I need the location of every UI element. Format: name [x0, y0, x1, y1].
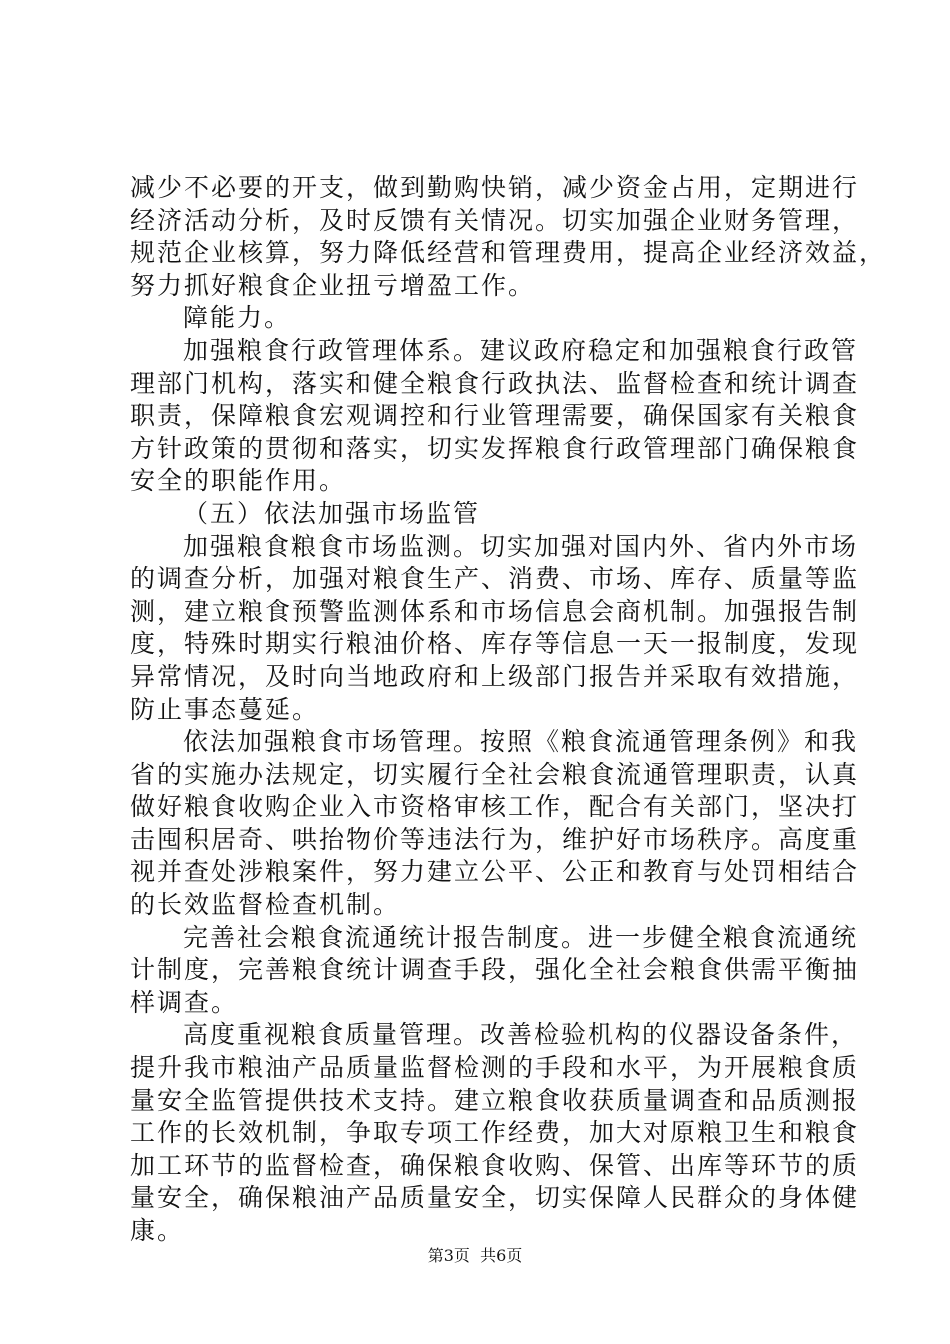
text-line: 依法加强粮食市场管理。按照《粮食流通管理条例》和我: [183, 727, 859, 757]
text-line: 省的实施办法规定，切实履行全社会粮食流通管理职责，认真: [130, 759, 860, 789]
text-line: 做好粮食收购企业入市资格审核工作，配合有关部门，坚决打: [130, 792, 860, 822]
text-line: 理部门机构，落实和健全粮食行政执法、监督检查和统计调查: [130, 368, 860, 398]
page-footer: [0, 1246, 950, 1266]
page-number: 第3页 共6页: [427, 1246, 523, 1265]
text-line: 的调查分析，加强对粮食生产、消费、市场、库存、质量等监: [130, 564, 860, 594]
text-line: 完善社会粮食流通统计报告制度。进一步健全粮食流通统: [183, 922, 859, 952]
text-line: 加工环节的监督检查，确保粮食收购、保管、出库等环节的质: [130, 1150, 860, 1180]
text-line: 安全的职能作用。: [130, 466, 347, 496]
text-line: 高度重视粮食质量管理。改善检验机构的仪器设备条件，: [183, 1020, 859, 1050]
text-line: 击囤积居奇、哄抬物价等违法行为，维护好市场秩序。高度重: [130, 824, 860, 854]
text-line: （五）依法加强市场监管: [183, 498, 481, 528]
text-line: 测，建立粮食预警监测体系和市场信息会商机制。加强报告制: [130, 596, 860, 626]
text-line: 样调查。: [130, 987, 239, 1017]
document-body: [130, 172, 887, 1248]
text-line: 度，特殊时期实行粮油价格、库存等信息一天一报制度，发现: [130, 629, 860, 659]
text-line: 康。: [130, 1216, 185, 1245]
text-line: 加强粮食行政管理体系。建议政府稳定和加强粮食行政管: [183, 335, 859, 365]
text-line: 视并查处涉粮案件，努力建立公平、公正和教育与处罚相结合: [130, 857, 860, 887]
text-line: 障能力。: [183, 303, 292, 333]
text-line: 计制度，完善粮食统计调查手段，强化全社会粮食供需平衡抽: [130, 955, 860, 985]
text-line: 规范企业核算，努力降低经营和管理费用，提高企业经济效益，: [130, 238, 887, 268]
text-line: 职责，保障粮食宏观调控和行业管理需要，确保国家有关粮食: [130, 401, 860, 431]
text-line: 减少不必要的开支，做到勤购快销，减少资金占用，定期进行: [130, 173, 860, 202]
text-line: 方针政策的贯彻和落实，切实发挥粮食行政管理部门确保粮食: [130, 433, 860, 463]
text-line: 防止事态蔓延。: [130, 694, 320, 724]
text-line: 提升我市粮油产品质量监督检测的手段和水平，为开展粮食质: [130, 1053, 860, 1083]
text-line: 工作的长效机制，争取专项工作经费，加大对原粮卫生和粮食: [130, 1118, 860, 1148]
text-line: 的长效监督检查机制。: [130, 890, 401, 920]
text-line: 加强粮食粮食市场监测。切实加强对国内外、省内外市场: [183, 531, 859, 561]
text-line: 量安全监管提供技术支持。建立粮食收获质量调查和品质测报: [130, 1085, 860, 1115]
text-line: 量安全，确保粮油产品质量安全，切实保障人民群众的身体健: [130, 1183, 860, 1213]
text-line: 异常情况，及时向当地政府和上级部门报告并采取有效措施，: [130, 661, 860, 691]
text-line: 经济活动分析，及时反馈有关情况。切实加强企业财务管理，: [130, 205, 860, 235]
text-line: 努力抓好粮食企业扭亏增盈工作。: [130, 270, 536, 300]
